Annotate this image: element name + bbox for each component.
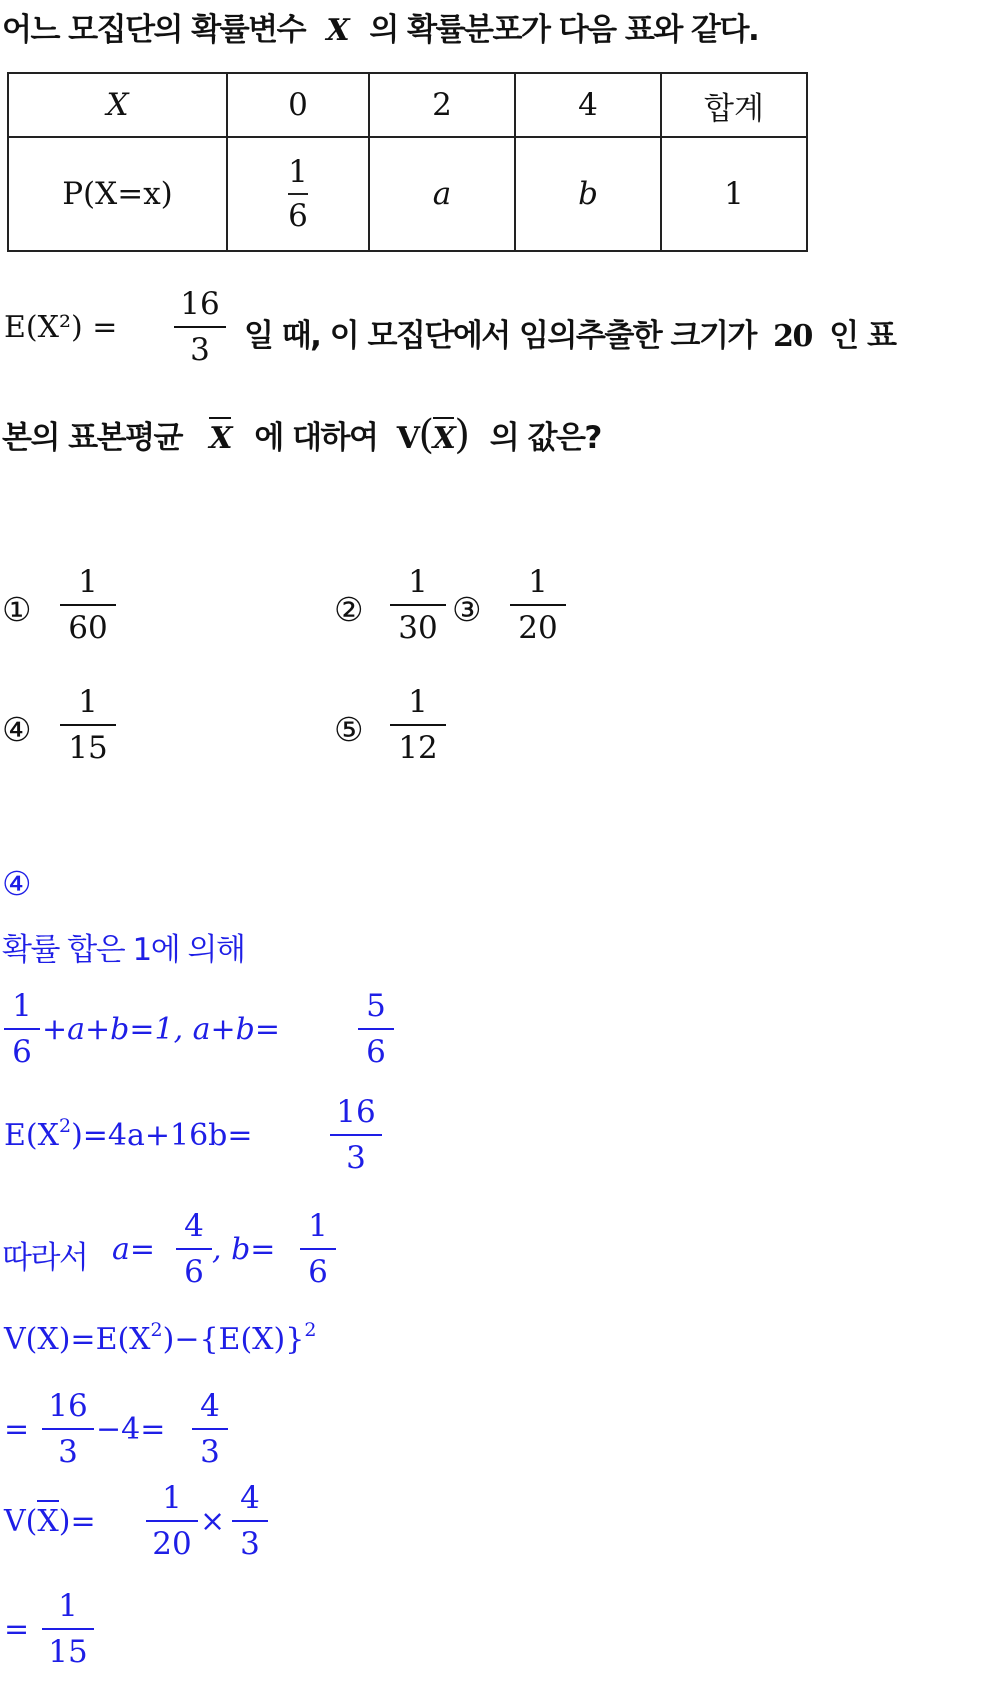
- problem-line-1-text: 어느 모집단의 확률변수: [2, 12, 306, 48]
- solution-step-5: $V(X)=E(X^2)-\{E(X)\}^2$: [4, 1319, 317, 1357]
- table-row-label: P(X=x): [8, 137, 227, 251]
- fraction-4-3: [192, 1386, 228, 1472]
- table-row-probability: [8, 137, 807, 251]
- fraction-4-3-b: [232, 1478, 268, 1564]
- expectation-lhs: [4, 310, 117, 345]
- solution-step-2-eq: +a+b=1, a+b=: [42, 1012, 281, 1047]
- problem-line-2: [244, 310, 895, 355]
- table-row-header: [8, 73, 807, 137]
- fraction-denominator: 6: [12, 1034, 32, 1070]
- fraction-numerator: 5: [366, 988, 386, 1024]
- fraction-denominator: 3: [58, 1434, 78, 1470]
- fraction-numerator: 1: [408, 684, 428, 720]
- choice-2-mark[interactable]: ②: [334, 590, 364, 629]
- fraction-1-6: [4, 986, 40, 1072]
- fraction-denominator: 3: [346, 1140, 366, 1176]
- e-x-squared: E(X²) =: [4, 310, 118, 345]
- fraction-1-15: [42, 1586, 94, 1672]
- choice-1-mark[interactable]: ①: [2, 590, 32, 629]
- fraction-numerator: 1: [78, 684, 98, 720]
- table-cell-p0: [227, 137, 369, 251]
- table-header-2: 2: [369, 73, 515, 137]
- table-cell-p4: b: [515, 137, 661, 251]
- fraction-4-6: [176, 1206, 212, 1292]
- fraction-numerator: 4: [184, 1208, 204, 1244]
- solution-answer: ④: [2, 864, 32, 903]
- step-7-close: )=: [58, 1504, 96, 1539]
- solution-step-3: $E(X^2)=4a+16b=$: [4, 1115, 253, 1153]
- step-7-v: V(: [4, 1504, 38, 1539]
- probability-table: [7, 72, 808, 252]
- variance-x-bar: X: [433, 417, 455, 456]
- fraction-numerator: 1: [78, 564, 98, 600]
- step-5-tail: )−{E(X)}: [162, 1322, 305, 1357]
- paren-open: (: [418, 412, 433, 458]
- choice-3-fraction[interactable]: [510, 562, 566, 648]
- table-header-4: 4: [515, 73, 661, 137]
- fraction-numerator: 1: [162, 1480, 182, 1516]
- sample-size: 20: [773, 319, 812, 354]
- problem-line-3-end: 의 값은?: [489, 420, 601, 456]
- fraction-denominator: 60: [68, 610, 108, 646]
- problem-line-2-end: 인 표: [829, 318, 896, 354]
- choice-4-mark[interactable]: ④: [2, 710, 32, 749]
- fraction-denominator: 15: [48, 1634, 88, 1670]
- fraction-numerator: 1: [528, 564, 548, 600]
- table-cell-total: 1: [661, 137, 807, 251]
- fraction-denominator: 6: [308, 1254, 328, 1290]
- fraction-denominator: 3: [200, 1434, 220, 1470]
- variance-v: V: [396, 421, 419, 456]
- choice-2-fraction[interactable]: [390, 562, 446, 648]
- fraction-denominator: 15: [68, 730, 108, 766]
- fraction-denominator: 6: [184, 1254, 204, 1290]
- table-header-x: X: [8, 73, 227, 137]
- fraction-1-6-b: [300, 1206, 336, 1292]
- table-header-total: 합계: [661, 73, 807, 137]
- problem-line-3-text: 본의 표본평균: [2, 420, 182, 456]
- solution-step-4-a: a=: [112, 1232, 156, 1267]
- fraction-16-3-c: [42, 1386, 94, 1472]
- sample-mean-x: X: [209, 417, 231, 456]
- fraction: [288, 153, 308, 235]
- fraction-16-3: [174, 284, 226, 370]
- fraction-denominator: 3: [190, 332, 210, 368]
- paren-close: ): [454, 412, 469, 458]
- solution-step-1: 확률 합은 1에 의해: [2, 932, 245, 968]
- fraction-numerator: 1: [408, 564, 428, 600]
- solution-step-6-lead: =: [4, 1412, 30, 1447]
- problem-line-3-mid: 에 대하여: [254, 420, 378, 456]
- var-x: X: [326, 13, 349, 48]
- problem-line-2-text: 일 때, 이 모집단에서 임의추출한 크기가: [244, 318, 756, 354]
- solution-step-6-mid: −4=: [96, 1412, 166, 1447]
- choice-4-fraction[interactable]: [60, 682, 116, 768]
- step-5-text: V(X)=E(X: [4, 1322, 151, 1357]
- fraction-numerator: 4: [240, 1480, 260, 1516]
- fraction-16-3-b: [330, 1092, 382, 1178]
- fraction-numerator: 1: [308, 1208, 328, 1244]
- fraction-denominator: 30: [398, 610, 438, 646]
- solution-step-7: [4, 1504, 96, 1539]
- fraction-denominator: 6: [288, 198, 308, 234]
- problem-line-3: [2, 412, 601, 458]
- fraction-1-20: [146, 1478, 198, 1564]
- solution-step-4-b: , b=: [212, 1232, 276, 1267]
- fraction-numerator: 1: [58, 1588, 78, 1624]
- fraction-denominator: 6: [366, 1034, 386, 1070]
- step-3-lhs: E(X: [4, 1118, 59, 1153]
- fraction-numerator: 16: [336, 1094, 376, 1130]
- fraction-numerator: 1: [288, 154, 308, 190]
- choice-5-fraction[interactable]: [390, 682, 446, 768]
- problem-line-1: [2, 4, 758, 49]
- fraction-denominator: 12: [398, 730, 438, 766]
- step-3-mid: )=4a+16b=: [71, 1118, 253, 1153]
- fraction-denominator: 20: [152, 1526, 192, 1562]
- times-sign: ×: [200, 1504, 226, 1539]
- table-header-0: 0: [227, 73, 369, 137]
- fraction-numerator: 16: [48, 1388, 88, 1424]
- fraction-numerator: 16: [180, 286, 220, 322]
- table-cell-p2: a: [369, 137, 515, 251]
- fraction-numerator: 1: [12, 988, 32, 1024]
- solution-step-4-text: 따라서: [2, 1240, 88, 1276]
- choice-3-mark[interactable]: ③: [452, 590, 482, 629]
- solution-step-8-lead: =: [4, 1612, 30, 1647]
- fraction-denominator: 3: [240, 1526, 260, 1562]
- choice-5-mark[interactable]: ⑤: [334, 710, 364, 749]
- choice-1-fraction[interactable]: [60, 562, 116, 648]
- fraction-denominator: 20: [518, 610, 558, 646]
- fraction-numerator: 4: [200, 1388, 220, 1424]
- problem-line-1-end: 의 확률분포가 다음 표와 같다.: [369, 12, 759, 48]
- fraction-5-6: [358, 986, 394, 1072]
- step-7-x-bar: X: [37, 1500, 58, 1539]
